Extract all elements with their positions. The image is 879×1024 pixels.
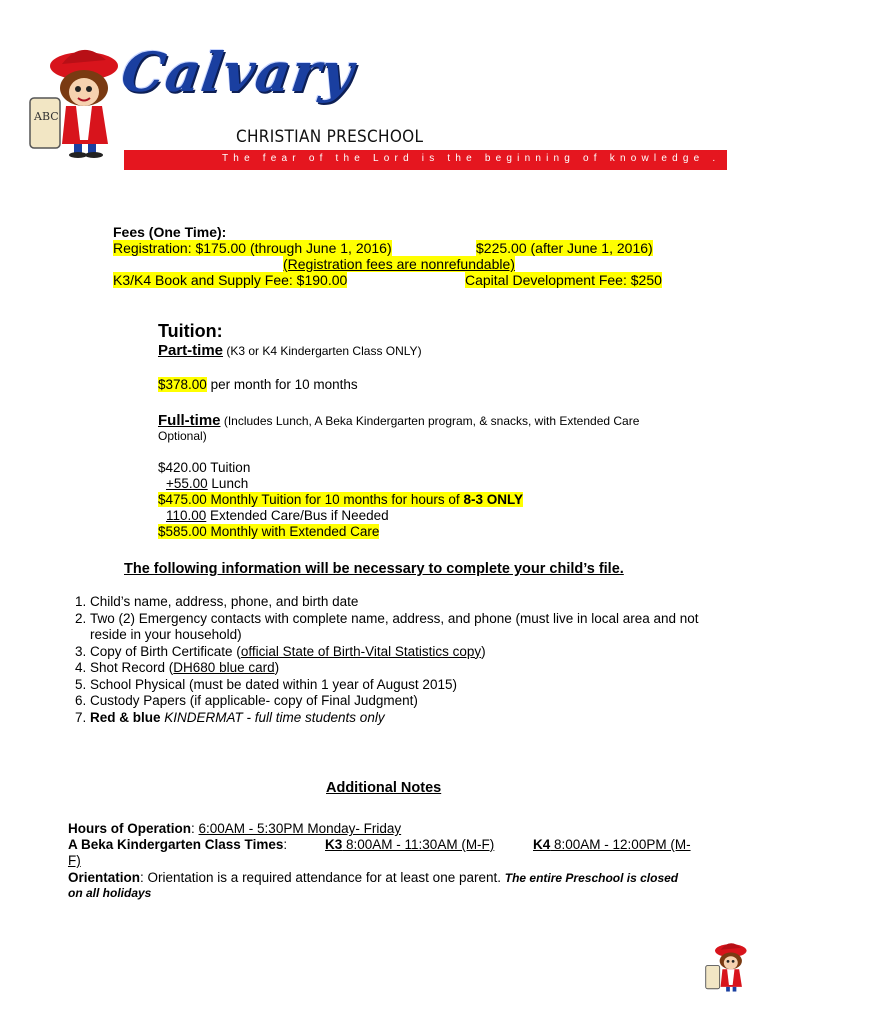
- fulltime-note: (Includes Lunch, A Beka Kindergarten program, & snacks, with Extended Care: [220, 414, 640, 428]
- shot-record-note: DH680 blue card: [173, 660, 275, 675]
- extended-amount: 110.00: [166, 508, 207, 523]
- abeka-line: A Beka Kindergarten Class Times:: [68, 837, 288, 852]
- line-total-extended: $585.00 Monthly with Extended Care: [158, 524, 380, 539]
- orientation-line: [68, 870, 678, 885]
- line-monthly-tuition: [158, 492, 523, 507]
- fees-heading: Fees (One Time):: [113, 224, 227, 240]
- list-item: 3. Copy of Birth Certificate (official State of Birth-Vital Statistics copy): [90, 644, 730, 661]
- line-lunch: [166, 476, 248, 491]
- orientation-label: Orientation: [68, 870, 141, 885]
- k3-times: K3 8:00AM - 11:30AM (M-F): [325, 837, 495, 852]
- list-item: 5. School Physical (must be dated within 1 year of August 2015): [90, 677, 730, 694]
- registration-after-fee: $225.00 (after June 1, 2016): [476, 240, 653, 256]
- brand-subtitle: CHRISTIAN PRESCHOOL: [236, 127, 424, 147]
- capital-development-fee: Capital Development Fee: $250: [465, 272, 662, 288]
- list-item: 4. Shot Record (DH680 blue card): [90, 660, 730, 677]
- parttime-line: [158, 342, 422, 359]
- list-item: 2. Two (2) Emergency contacts with complete name, address, and phone (must live in local area and not reside in your household): [90, 611, 730, 644]
- line-extended-care: [166, 508, 389, 523]
- requirements-heading: The following information will be necessary to complete your child’s file.: [124, 561, 624, 577]
- list-item: 1. Child’s name, address, phone, and birth date: [90, 594, 730, 611]
- tuition-heading: Tuition:: [158, 321, 223, 341]
- holiday-closed-note-wrap: on all holidays: [68, 886, 152, 900]
- additional-notes-heading: Additional Notes: [326, 780, 442, 796]
- hours-line: Hours of Operation: 6:00AM - 5:30PM Monday- Friday: [68, 821, 402, 836]
- fulltime-line: [158, 412, 639, 429]
- lunch-amount: +55.00: [166, 476, 208, 491]
- abeka-label: A Beka Kindergarten Class Times: [68, 837, 284, 852]
- kindermat-note: KINDERMAT - full time students only: [160, 709, 385, 725]
- book-supply-fee: K3/K4 Book and Supply Fee: $190.00: [113, 272, 348, 288]
- birth-certificate-note: official State of Birth-Vital Statistics copy: [240, 643, 482, 659]
- parttime-price-line: [158, 377, 358, 392]
- fulltime-label: Full-time: [158, 412, 221, 429]
- brand-title: Calvary: [117, 40, 359, 104]
- motto-text: The fear of the Lord is the beginning of knowledge . . . Proverbs 1:7: [222, 153, 879, 164]
- k4-times-wrap: F): [68, 853, 81, 868]
- monthly-hours: 8-3 ONLY: [463, 492, 523, 507]
- nonrefundable-note: (Registration fees are nonrefundable): [283, 256, 515, 272]
- parttime-amount: $378.00: [158, 377, 207, 392]
- registration-before-fee: Registration: $175.00 (through June 1, 2016): [113, 240, 392, 256]
- parttime-label: Part-time: [158, 342, 224, 359]
- svg-text:ABC: ABC: [34, 110, 59, 123]
- line-tuition: $420.00 Tuition: [158, 460, 251, 475]
- monthly-text: $475.00 Monthly Tuition for 10 months for hours of: [158, 492, 464, 507]
- orientation-text: : Orientation is a required attendance for at least one parent.: [140, 870, 505, 885]
- parttime-rest: per month for 10 months: [206, 377, 358, 392]
- list-item: 7. Red & blue KINDERMAT - full time students only: [90, 710, 730, 727]
- mascot-small-icon: [702, 938, 754, 994]
- list-item: 6. Custody Papers (if applicable- copy of Final Judgment): [90, 693, 730, 710]
- lunch-label: Lunch: [207, 476, 249, 491]
- fulltime-note-wrap: Optional): [158, 429, 207, 443]
- hours-label: Hours of Operation: [68, 821, 192, 836]
- holiday-closed-note: The entire Preschool is closed: [504, 871, 679, 885]
- requirements-list: [68, 594, 730, 726]
- parttime-note: (K3 or K4 Kindergarten Class ONLY): [223, 344, 422, 358]
- k4-times: K4 8:00AM - 12:00PM (M-: [533, 837, 691, 852]
- hours-value: 6:00AM - 5:30PM Monday- Friday: [198, 821, 402, 836]
- extended-label: Extended Care/Bus if Needed: [206, 508, 389, 523]
